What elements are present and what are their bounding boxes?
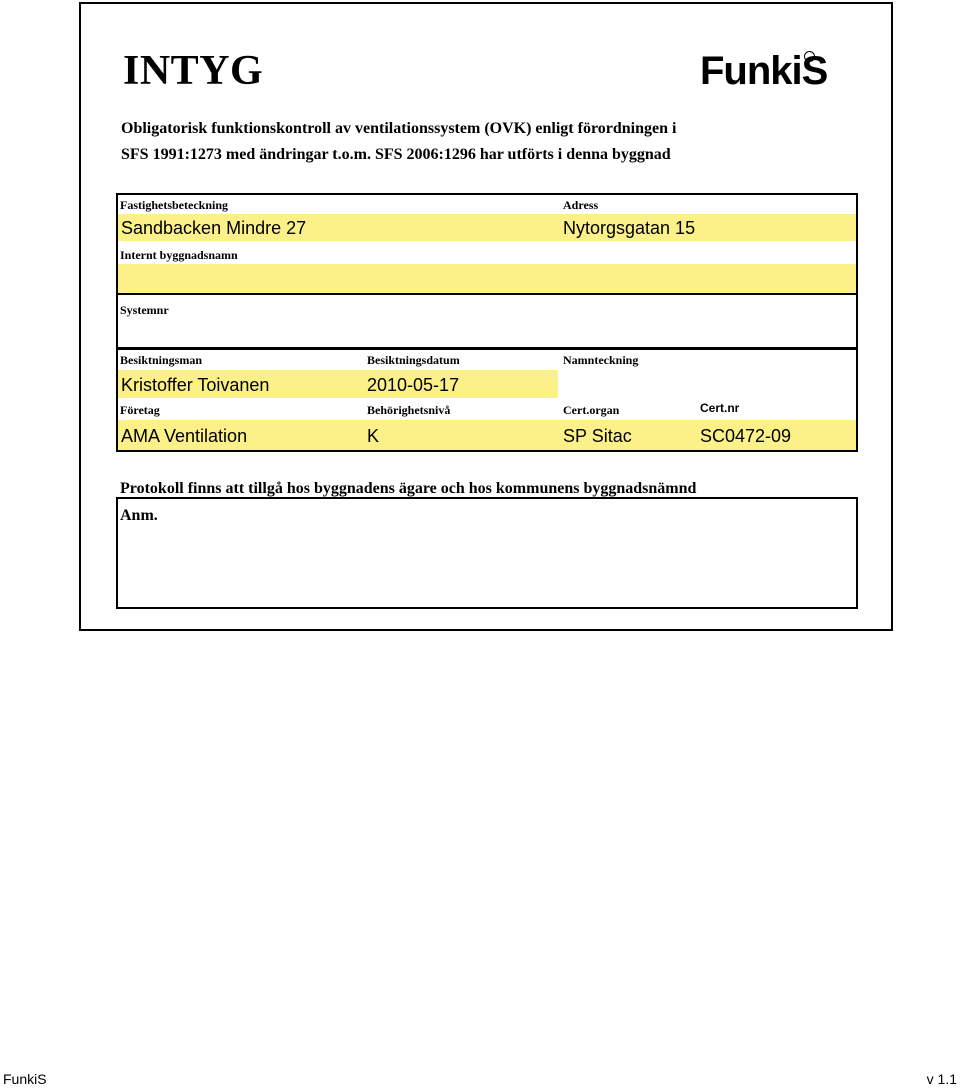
inspector-value-field[interactable] [118, 370, 558, 398]
certorgan-value: SP Sitac [563, 426, 632, 446]
adress-value: Nytorgsgatan 15 [563, 218, 696, 238]
logo-text: FunkiS [700, 49, 828, 93]
intro-text [121, 116, 761, 168]
internt-value-field[interactable] [118, 264, 856, 293]
fastighet-value: Sandbacken Mindre 27 [121, 218, 307, 238]
behorighet-label: Behörighetsnivå [367, 403, 451, 417]
logo-mark-icon [804, 51, 815, 62]
systemnr-label: Systemnr [120, 303, 169, 317]
remarks-box[interactable] [116, 497, 858, 609]
foretag-label: Företag [120, 403, 160, 417]
foretag-value: AMA Ventilation [121, 426, 248, 446]
besiktningsdatum-label: Besiktningsdatum [367, 353, 460, 367]
besiktningsman-label: Besiktningsman [120, 353, 203, 367]
inspection-box [116, 348, 858, 452]
certnr-label: Cert.nr [700, 401, 740, 415]
protocol-note: Protokoll finns att tillgå hos byggnadens ägare och hos kommunens byggnadsnämnd [120, 480, 697, 497]
footer-left: FunkiS [3, 1071, 47, 1087]
namnteckning-label: Namnteckning [563, 353, 639, 367]
property-box [116, 193, 858, 295]
internt-label: Internt byggnadsnamn [120, 248, 238, 262]
funkis-logo [700, 50, 842, 92]
behorighet-value: K [367, 426, 380, 446]
page-title: INTYG [123, 48, 264, 94]
intro-line-1: Obligatorisk funktionskontroll av ventilationssystem (OVK) enligt förordningen i [121, 120, 677, 137]
certnr-value: SC0472-09 [700, 426, 792, 446]
anm-label: Anm. [120, 507, 158, 524]
intro-line-2: SFS 1991:1273 med ändringar t.o.m. SFS 2006:1296 har utförts i denna byggnad [121, 146, 671, 163]
company-value-field[interactable] [118, 420, 856, 450]
footer-version: v 1.1 [926, 1071, 957, 1087]
besiktningsman-value: Kristoffer Toivanen [121, 375, 270, 395]
system-box [116, 293, 858, 349]
property-value-field[interactable] [118, 214, 856, 241]
certorgan-label: Cert.organ [563, 403, 620, 417]
besiktningsdatum-value: 2010-05-17 [367, 375, 460, 395]
adress-label: Adress [563, 198, 599, 212]
fastighet-label: Fastighetsbeteckning [120, 198, 228, 212]
